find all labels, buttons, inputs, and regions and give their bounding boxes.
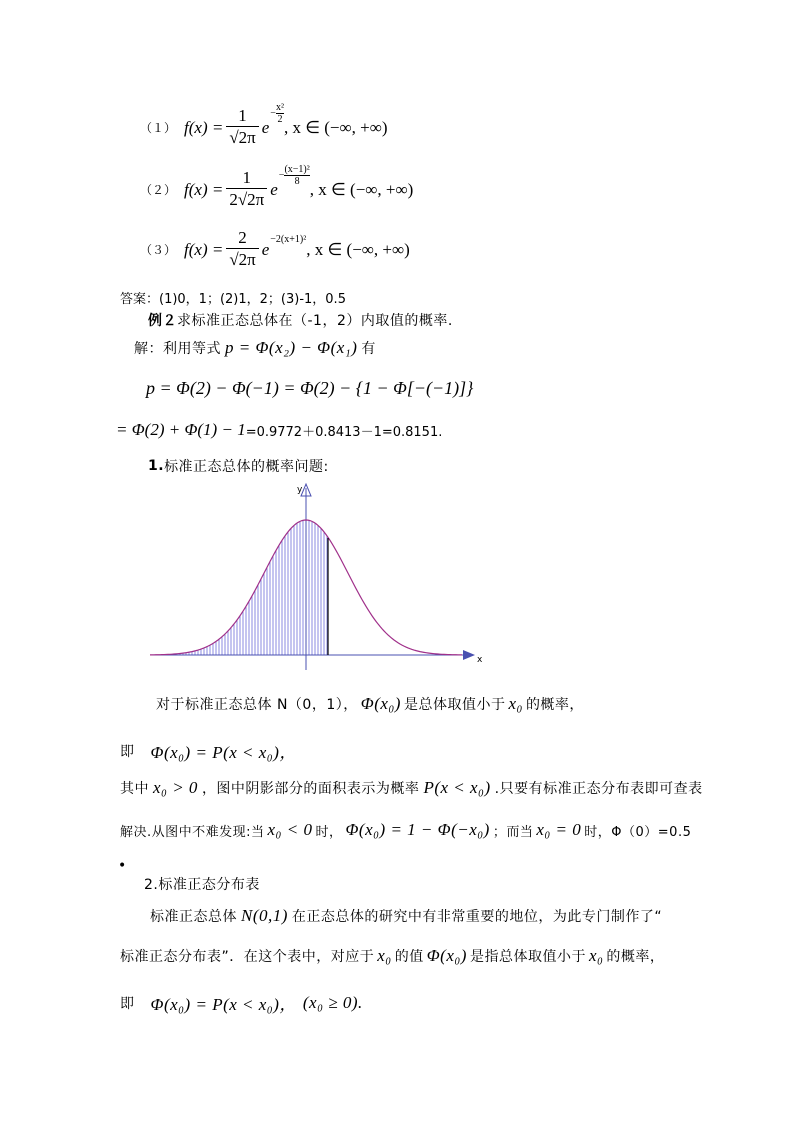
paragraph-3-cond1: x₀ < 0 <box>267 820 313 839</box>
paragraph-4 <box>150 906 662 926</box>
exercise-2-numerator: 1 <box>242 168 252 187</box>
paragraph-5-text-b: 的值 <box>394 949 424 965</box>
section-2-heading: 2.标准正态分布表 <box>144 877 260 893</box>
exercise-2-denominator: 2√2π <box>229 190 265 209</box>
paragraph-3-cond2: x₀ = 0 <box>536 820 582 839</box>
solution-formula: p = Φ(x₂) − Φ(x₁) <box>225 338 358 357</box>
exercise-2-exp-num: (x−1)² <box>284 164 310 175</box>
section-1-number: 1. <box>148 458 165 474</box>
normal-curve-figure <box>145 480 490 675</box>
paragraph-2-cond: x₀ > 0 <box>153 778 198 797</box>
exercise-1-label: （１） <box>140 121 177 135</box>
bullet-mark: • <box>118 858 127 874</box>
paragraph-1-text-b: 是总体取值小于 <box>403 697 506 713</box>
paragraph-1-text-a: 对于标准正态总体 N（0，1）， <box>156 697 358 713</box>
paragraph-5-x0: x₀ <box>377 946 392 965</box>
paragraph-3 <box>120 820 691 840</box>
exercise-2-fraction <box>226 168 267 211</box>
x-axis-label: x <box>477 655 483 665</box>
exercise-2-lhs: f(x) = <box>184 179 224 199</box>
exercise-2-domain: , x ∈ (−∞, +∞) <box>309 179 414 199</box>
identity-line-2 <box>120 990 363 1015</box>
exercise-2-exponent <box>279 164 310 187</box>
exercise-1-domain: , x ∈ (−∞, +∞) <box>283 117 388 137</box>
paragraph-3-formula: Φ(x₀) = 1 − Φ(−x₀) <box>345 820 490 839</box>
paragraph-4-text-b: 在正态总体的研究中有非常重要的地位，为此专门制作了“ <box>291 909 663 925</box>
solution-step-1 <box>146 378 473 399</box>
exercise-3 <box>140 228 410 271</box>
paragraph-2-text-a: 其中 <box>120 781 149 797</box>
solution-intro-text: 解：利用等式 <box>134 341 221 357</box>
exercise-3-lhs: f(x) = <box>184 239 224 259</box>
solution-tail: 有 <box>361 341 376 357</box>
paragraph-5-text-c: 是指总体取值小于 <box>469 949 586 965</box>
paragraph-1-phi: Φ(x₀) <box>360 694 401 713</box>
example-2-text: 求标准正态总体在（-1，2）内取值的概率. <box>177 313 453 329</box>
identity-line-2-formula: Φ(x₀) = P(x < x₀)， <box>150 995 297 1014</box>
solution-step-1-math: p = Φ(2) − Φ(−1) = Φ(2) − {1 − Φ[−(−1)]} <box>146 378 474 398</box>
exercise-1-exponent <box>270 102 284 125</box>
paragraph-1 <box>156 694 584 714</box>
example-2-label: 例２ <box>148 313 177 329</box>
y-axis-label: y <box>297 485 303 495</box>
exercise-1-denominator: √2π <box>229 128 256 147</box>
paragraph-3-text-a: 解决.从图中不难发现:当 <box>120 824 265 840</box>
section-1-heading <box>148 456 329 476</box>
identity-line-2-cond: (x₀ ≥ 0). <box>302 992 363 1012</box>
paragraph-5 <box>120 946 664 966</box>
paragraph-3-text-c: ；而当 <box>492 824 534 840</box>
exercise-3-base: e <box>261 239 270 259</box>
paragraph-4-text-a: 标准正态总体 <box>150 909 237 925</box>
x-axis-arrow <box>463 650 475 660</box>
identity-line-1-lead: 即 <box>120 743 135 760</box>
exercise-3-exponent: −2(x+1)² <box>270 234 307 245</box>
paragraph-5-text-a: 标准正态分布表”．在这个表中，对应于 <box>120 949 375 965</box>
paragraph-2-prob: P(x < x₀) <box>423 778 491 797</box>
section-1-title: 标准正态总体的概率问题: <box>164 459 329 475</box>
exercise-1-exp-sign: − <box>270 108 276 119</box>
shaded-area <box>180 520 327 655</box>
exercise-2 <box>140 164 414 211</box>
exercise-1-numerator: 1 <box>238 106 247 125</box>
solution-intro <box>134 338 376 358</box>
exercise-3-domain: , x ∈ (−∞, +∞) <box>306 239 410 259</box>
paragraph-1-text-c: 的概率， <box>525 697 584 713</box>
exercise-1 <box>140 102 388 149</box>
answer-line: 答案：(1)0，1；(2)1，2；(3)-1，0.5 <box>120 292 346 307</box>
identity-line-1 <box>120 738 297 763</box>
identity-line-1-formula: Φ(x₀) = P(x < x₀)， <box>150 743 297 762</box>
paragraph-4-n01: N(0,1) <box>241 906 288 925</box>
exercise-3-fraction <box>226 228 258 271</box>
exercise-3-denominator: √2π <box>229 250 256 269</box>
solution-step-2-num: =0.9772＋0.8413－1=0.8151. <box>245 424 443 440</box>
exercise-1-base: e <box>261 117 270 137</box>
solution-step-2-math: = Φ(2) + Φ(1) − 1 <box>116 420 246 439</box>
exercise-1-exp-num: x² <box>275 102 284 113</box>
exercise-2-exp-sign: − <box>278 170 285 181</box>
exercise-3-label: （３） <box>140 243 177 257</box>
paragraph-5-x0b: x₀ <box>588 946 604 965</box>
exercise-2-base: e <box>270 179 278 199</box>
exercise-3-numerator: 2 <box>238 228 247 247</box>
exercise-1-lhs: f(x) = <box>184 117 224 137</box>
exercise-1-exp-den: 2 <box>277 114 283 125</box>
paragraph-3-text-b: 时， <box>315 824 343 840</box>
paragraph-5-text-d: 的概率， <box>606 949 665 965</box>
paragraph-2-text-c: .只要有标准正态分布表即可查表 <box>494 781 703 797</box>
paragraph-3-text-d: 时，Φ（0）=0.5 <box>584 824 692 840</box>
identity-line-2-lead: 即 <box>120 995 135 1012</box>
solution-step-2 <box>116 420 442 440</box>
exercise-1-fraction <box>226 106 258 149</box>
example-2 <box>148 310 453 330</box>
paragraph-5-phi: Φ(x₀) <box>426 946 467 965</box>
exercise-2-label: （２） <box>140 183 177 197</box>
exercise-2-exp-den: 8 <box>294 176 300 187</box>
paragraph-2-text-b: ，图中阴影部分的面积表示为概率 <box>201 781 420 797</box>
paragraph-1-x0: x₀ <box>508 694 523 713</box>
paragraph-2 <box>120 778 703 798</box>
